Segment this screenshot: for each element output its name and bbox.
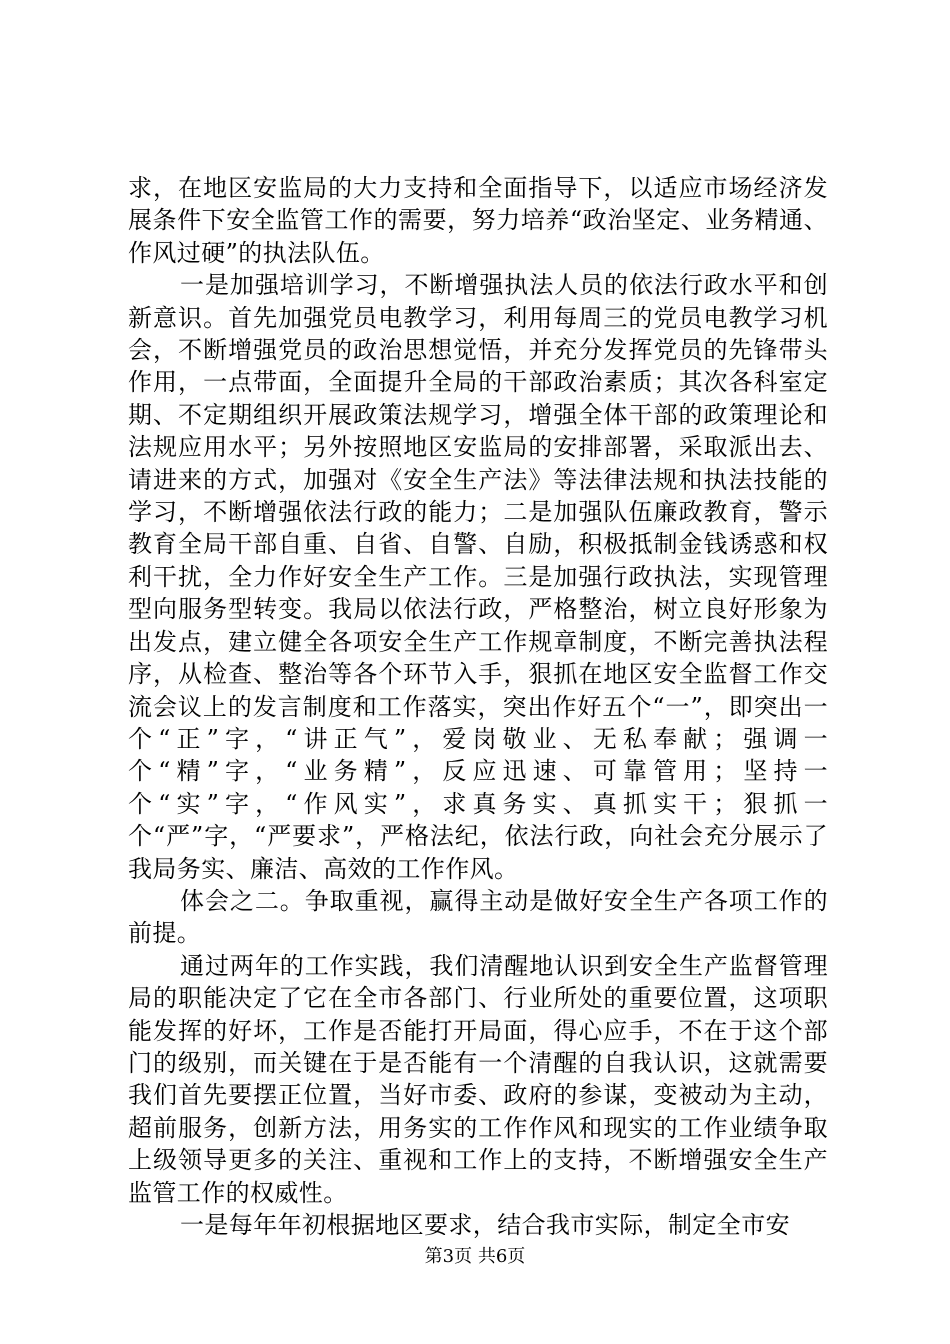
- paragraph-4: 通过两年的工作实践，我们清醒地认识到安全生产监督管理局的职能决定了它在全市各部门、行业所处的重要位置，这项职能发挥的好坏，工作是否能打开局面，得心应手，不在于这个部门的级别，而关键在于是否能有一个清醒的自我认识，这就需要我们首先要摆正位置，当好市委、政府的参谋，变被动为主动，超前服务，创新方法，用务实的工作作风和现实的工作业绩争取上级领导更多的关注、重视和工作上的支持，不断增强安全生产监管工作的权威性。: [128, 951, 828, 1207]
- paragraph-2: 一是加强培训学习，不断增强执法人员的依法行政水平和创新意识。首先加强党员电教学习，利用每周三的党员电教学习机会，不断增强党员的政治思想觉悟，并充分发挥党员的先锋带头作用，一点带面，全面提升全局的干部政治素质；其次各科室定期、不定期组织开展政策法规学习，增强全体干部的政策理论和法规应用水平；另外按照地区安监局的安排部署，采取派出去、请进来的方式，加强对《安全生产法》等法律法规和执法技能的学习，不断增强依法行政的能力；二是加强队伍廉政教育，警示教育全局干部自重、自省、自警、自励，积极抵制金钱诱惑和权利干扰，全力作好安全生产工作。三是加强行政执法，实现管理型向服务型转变。我局以依法行政，严格整治，树立良好形象为出发点，建立健全各项安全生产工作规章制度，不断完善执法程序，从检查、整治等各个环节入手，狠抓在地区安全监督工作交流会议上的发言制度和工作落实，突出作好五个“一”，即突出一个“正”字，“讲正气”，爱岗敬业、无私奉献；强调一个“精”字，“业务精”，反应迅速、可靠管用；坚持一个“实”字，“作风实”，求真务实、真抓实干；狠抓一个“严”字，“严要求”，严格法纪，依法行政，向社会充分展示了我局务实、廉洁、高效的工作作风。: [128, 271, 828, 883]
- page-number-footer: 第3页 共6页: [424, 1246, 526, 1267]
- paragraph-3: 体会之二。争取重视，赢得主动是做好安全生产各项工作的前提。: [128, 886, 828, 948]
- paragraph-1: 求，在地区安监局的大力支持和全面指导下，以适应市场经济发展条件下安全监管工作的需要，努力培养“政治坚定、业务精通、作风过硬”的执法队伍。: [128, 174, 828, 267]
- paragraph-5: 一是每年年初根据地区要求，结合我市实际，制定全市安: [180, 1211, 790, 1239]
- body-text: [128, 172, 828, 1241]
